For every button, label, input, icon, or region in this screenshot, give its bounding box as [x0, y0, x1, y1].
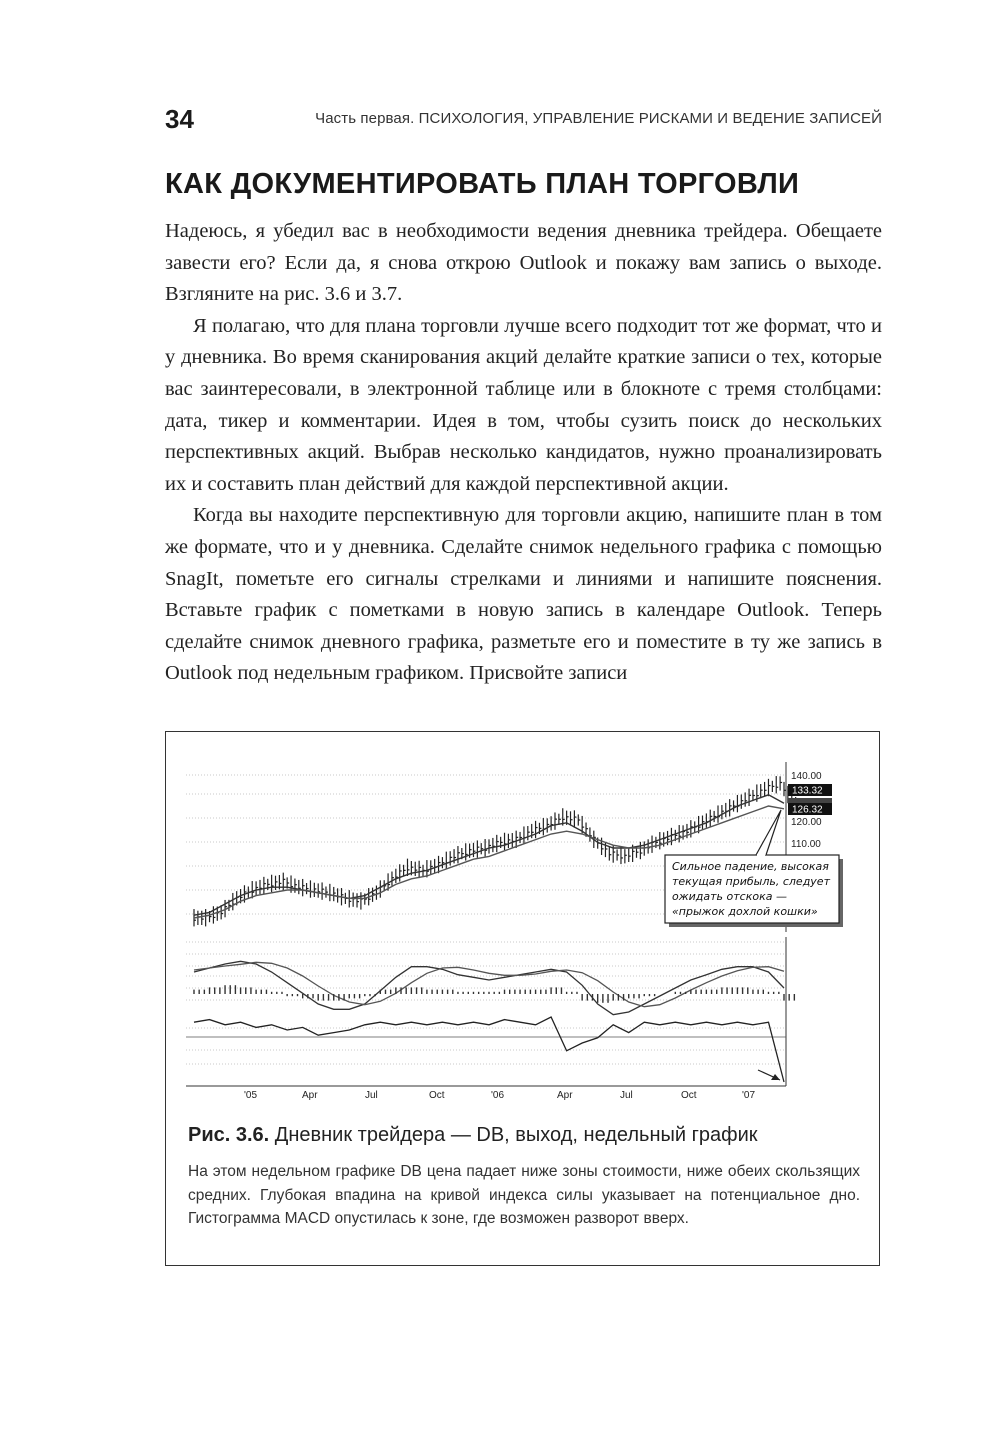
y-tick-label: 110.00 — [791, 839, 821, 850]
x-tick-label: Oct — [429, 1090, 445, 1101]
x-tick-label: Apr — [302, 1090, 318, 1101]
x-tick-label: Jul — [365, 1090, 378, 1101]
annotation-line: Сильное падение, высокая — [672, 860, 829, 873]
x-tick-label: Apr — [557, 1090, 573, 1101]
annotation-line: текущая прибыль, следует — [672, 875, 830, 888]
x-tick-label: '05 — [244, 1090, 258, 1101]
paragraph-3: Когда вы находите перспективную для торговли акцию, напишите план в том же формате, что и у дневника. Сделайте снимок недельного графика с помощью SnagIt, пометьте его сигналы стрелками и линиями и напишите пояснения. Вставьте график с пометками в новую запись в календаре Outlook. Теперь сделайте снимок дневного графика, разметьте его и поместите в ту же запись в Outlook под недельным графиком. Присвойте записи — [165, 504, 882, 685]
caption-label: Рис. 3.6. — [188, 1124, 270, 1146]
y-tick-label: 140.00 — [791, 771, 822, 782]
page-number: 34 — [165, 104, 194, 134]
price-label-1: 133.32 — [792, 785, 823, 797]
caption-body: На этом недельном графике DB цена падает ниже зоны стоимости, ниже обеих скользящих средних. Глубокая впадина на кривой индекса силы указывает на потенциальное дно. Гистограмма MACD опустилась к зоне, где возможен разворот вверх. — [188, 1163, 860, 1227]
x-tick-label: Jul — [620, 1090, 633, 1101]
x-tick-labels — [244, 1090, 755, 1101]
macd-histogram — [194, 985, 794, 1003]
annotation-line: «прыжок дохлой кошки» — [672, 905, 818, 918]
y-tick-label: 120.00 — [791, 817, 822, 828]
figure-box — [165, 731, 880, 1266]
x-tick-label: Oct — [681, 1090, 697, 1101]
paragraph-2: Я полагаю, что для плана торговли лучше всего подходит тот же формат, что и у дневника. Во время сканирования акций делайте краткие записи о тех, которые вас заинтересовали, в электронной таблице или в блокноте с тремя столбцами: дата, тикер и комментарии. Идея в том, чтобы сузить поиск до нескольких перспективных акций. Выбрав несколько кандидатов, нужно проанализировать их и составить план действий для каждой перспективной акции. — [165, 314, 882, 495]
section-title: КАК ДОКУМЕНТИРОВАТЬ ПЛАН ТОРГОВЛИ — [165, 168, 800, 200]
body-text — [165, 216, 882, 690]
paragraph-1: Надеюсь, я убедил вас в необходимости ведения дневника трейдера. Обещаете завести его? Если да, я снова открою Outlook и покажу вам запись о выходе. Взгляните на рис. 3.6 и 3.7. — [165, 220, 882, 306]
annotation-line: ожидать отскока — — [672, 890, 787, 903]
annotation-pointer — [756, 810, 781, 855]
x-tick-label: '06 — [491, 1090, 505, 1101]
caption-title: Дневник трейдера — DB, выход, недельный график — [274, 1124, 758, 1146]
price-label-2: 126.32 — [792, 804, 823, 816]
weekly-chart — [166, 732, 878, 1112]
x-tick-label: '07 — [742, 1090, 756, 1101]
running-title: Часть первая. ПСИХОЛОГИЯ, УПРАВЛЕНИЕ РИСКАМИ И ВЕДЕНИЕ ЗАПИСЕЙ — [315, 110, 882, 127]
figure-caption — [188, 1124, 758, 1147]
price-label-box-2 — [788, 798, 832, 803]
